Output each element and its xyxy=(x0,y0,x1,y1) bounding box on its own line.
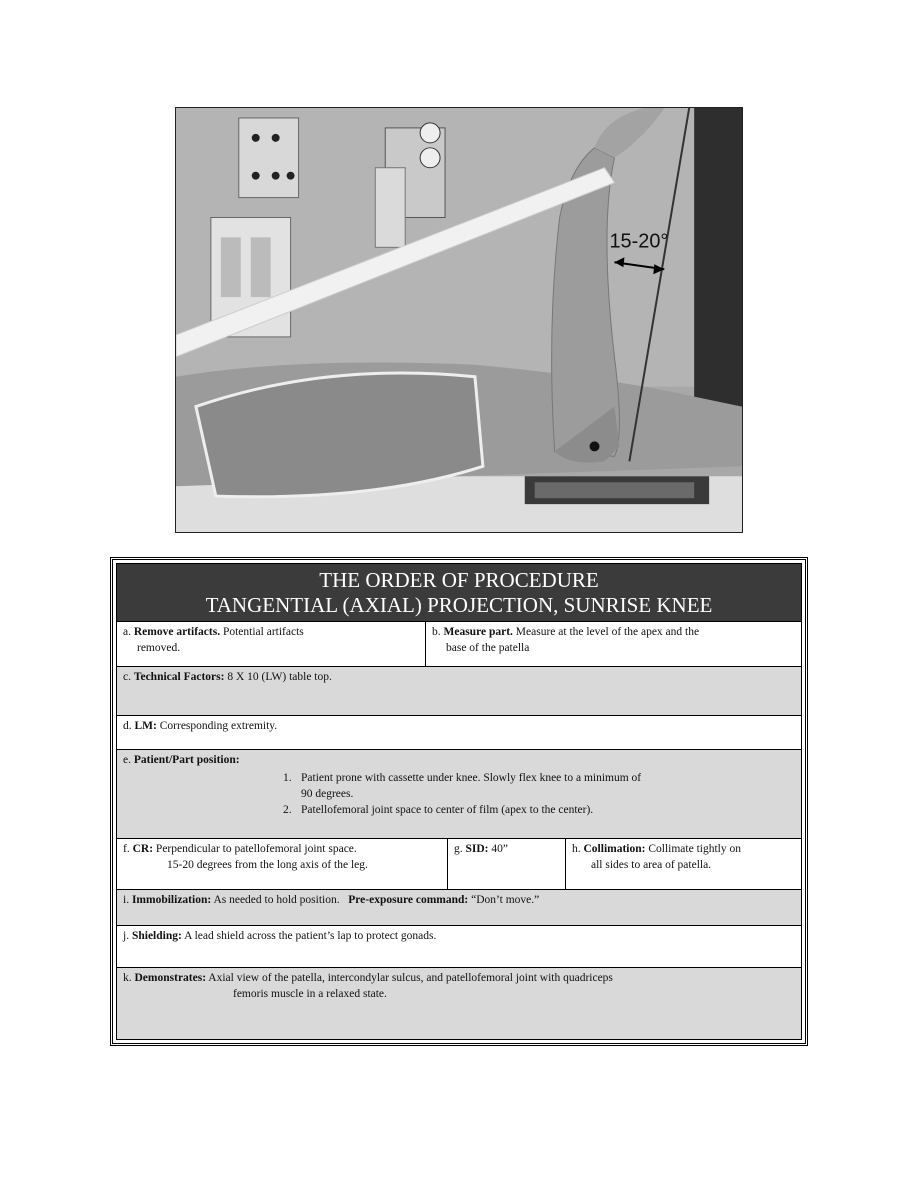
step-b-prefix: b. xyxy=(432,626,441,638)
row-e xyxy=(117,750,801,839)
step-k xyxy=(117,968,801,1039)
step-c-text: 8 X 10 (LW) table top. xyxy=(227,671,332,683)
step-k-prefix: k. xyxy=(123,972,132,984)
position-item-number: 1. xyxy=(283,772,292,784)
step-j-text: A lead shield across the patient’s lap to protect gonads. xyxy=(184,930,437,942)
step-f-label: CR: xyxy=(132,843,154,855)
step-i-text2: “Don’t move.” xyxy=(471,894,540,906)
step-b-label: Measure part. xyxy=(443,626,513,638)
step-b xyxy=(425,622,801,666)
procedure-title-line1: THE ORDER OF PROCEDURE xyxy=(319,567,599,592)
row-f-g-h xyxy=(117,839,801,890)
step-a xyxy=(117,622,425,666)
position-item-text: Patellofemoral joint space to center of film (apex to the center). xyxy=(301,804,594,816)
step-d-text: Corresponding extremity. xyxy=(159,720,278,732)
step-h-label: Collimation: xyxy=(583,843,646,855)
row-i xyxy=(117,890,801,926)
angle-label: 15-20° xyxy=(609,230,669,253)
step-i-label: Immobilization: xyxy=(131,894,212,906)
step-d-label: LM: xyxy=(134,720,157,732)
row-j xyxy=(117,926,801,968)
position-item-text2: 90 degrees. xyxy=(301,788,354,800)
step-k-text2: femoris muscle in a relaxed state. xyxy=(233,988,387,1000)
step-a-label: Remove artifacts. xyxy=(133,626,221,638)
step-f-text: Perpendicular to patellofemoral joint space. xyxy=(155,843,357,855)
step-g-prefix: g. xyxy=(454,843,463,855)
step-j xyxy=(117,926,801,967)
step-j-prefix: j. xyxy=(123,930,130,942)
positioning-illustration xyxy=(176,108,742,532)
procedure-title-line2: TANGENTIAL (AXIAL) PROJECTION, SUNRISE KNEE xyxy=(205,592,713,617)
step-h-text2: all sides to area of patella. xyxy=(591,859,712,871)
positioning-photo xyxy=(175,107,743,533)
procedure-table xyxy=(110,557,808,1046)
step-g-text: 40” xyxy=(491,843,508,855)
step-h-text: Collimate tightly on xyxy=(648,843,741,855)
step-k-label: Demonstrates: xyxy=(134,972,207,984)
step-f xyxy=(117,839,447,889)
step-h-prefix: h. xyxy=(572,843,581,855)
step-j-label: Shielding: xyxy=(131,930,182,942)
step-a-text2: removed. xyxy=(137,642,181,654)
step-h xyxy=(565,839,801,889)
row-d xyxy=(117,716,801,750)
row-k xyxy=(117,968,801,1039)
step-b-text2: base of the patella xyxy=(446,642,530,654)
step-e-label: Patient/Part position: xyxy=(133,754,240,766)
step-f-text2: 15-20 degrees from the long axis of the leg. xyxy=(167,859,368,871)
step-d xyxy=(117,716,801,749)
step-g-label: SID: xyxy=(465,843,489,855)
step-c xyxy=(117,667,801,715)
step-c-prefix: c. xyxy=(123,671,131,683)
position-item-number: 2. xyxy=(283,804,292,816)
step-f-prefix: f. xyxy=(123,843,130,855)
step-e xyxy=(117,750,801,838)
position-item-text: Patient prone with cassette under knee. Slowly flex knee to a minimum of xyxy=(301,772,642,784)
row-c xyxy=(117,667,801,716)
row-a-b xyxy=(117,622,801,667)
position-item xyxy=(283,802,795,818)
step-c-label: Technical Factors: xyxy=(133,671,225,683)
position-list xyxy=(283,770,795,818)
step-i-prefix: i. xyxy=(123,894,130,906)
step-d-prefix: d. xyxy=(123,720,132,732)
step-a-prefix: a. xyxy=(123,626,131,638)
step-k-text: Axial view of the patella, intercondylar sulcus, and patellofemoral joint with quadriceps xyxy=(208,972,613,984)
procedure-header xyxy=(117,564,801,622)
step-b-text: Measure at the level of the apex and the xyxy=(515,626,700,638)
position-item xyxy=(283,770,795,802)
step-e-prefix: e. xyxy=(123,754,131,766)
step-i-label2: Pre-exposure command: xyxy=(348,894,469,906)
step-i xyxy=(117,890,801,925)
step-g xyxy=(447,839,565,889)
step-a-text: Potential artifacts xyxy=(222,626,304,638)
step-i-text: As needed to hold position. xyxy=(213,894,340,906)
